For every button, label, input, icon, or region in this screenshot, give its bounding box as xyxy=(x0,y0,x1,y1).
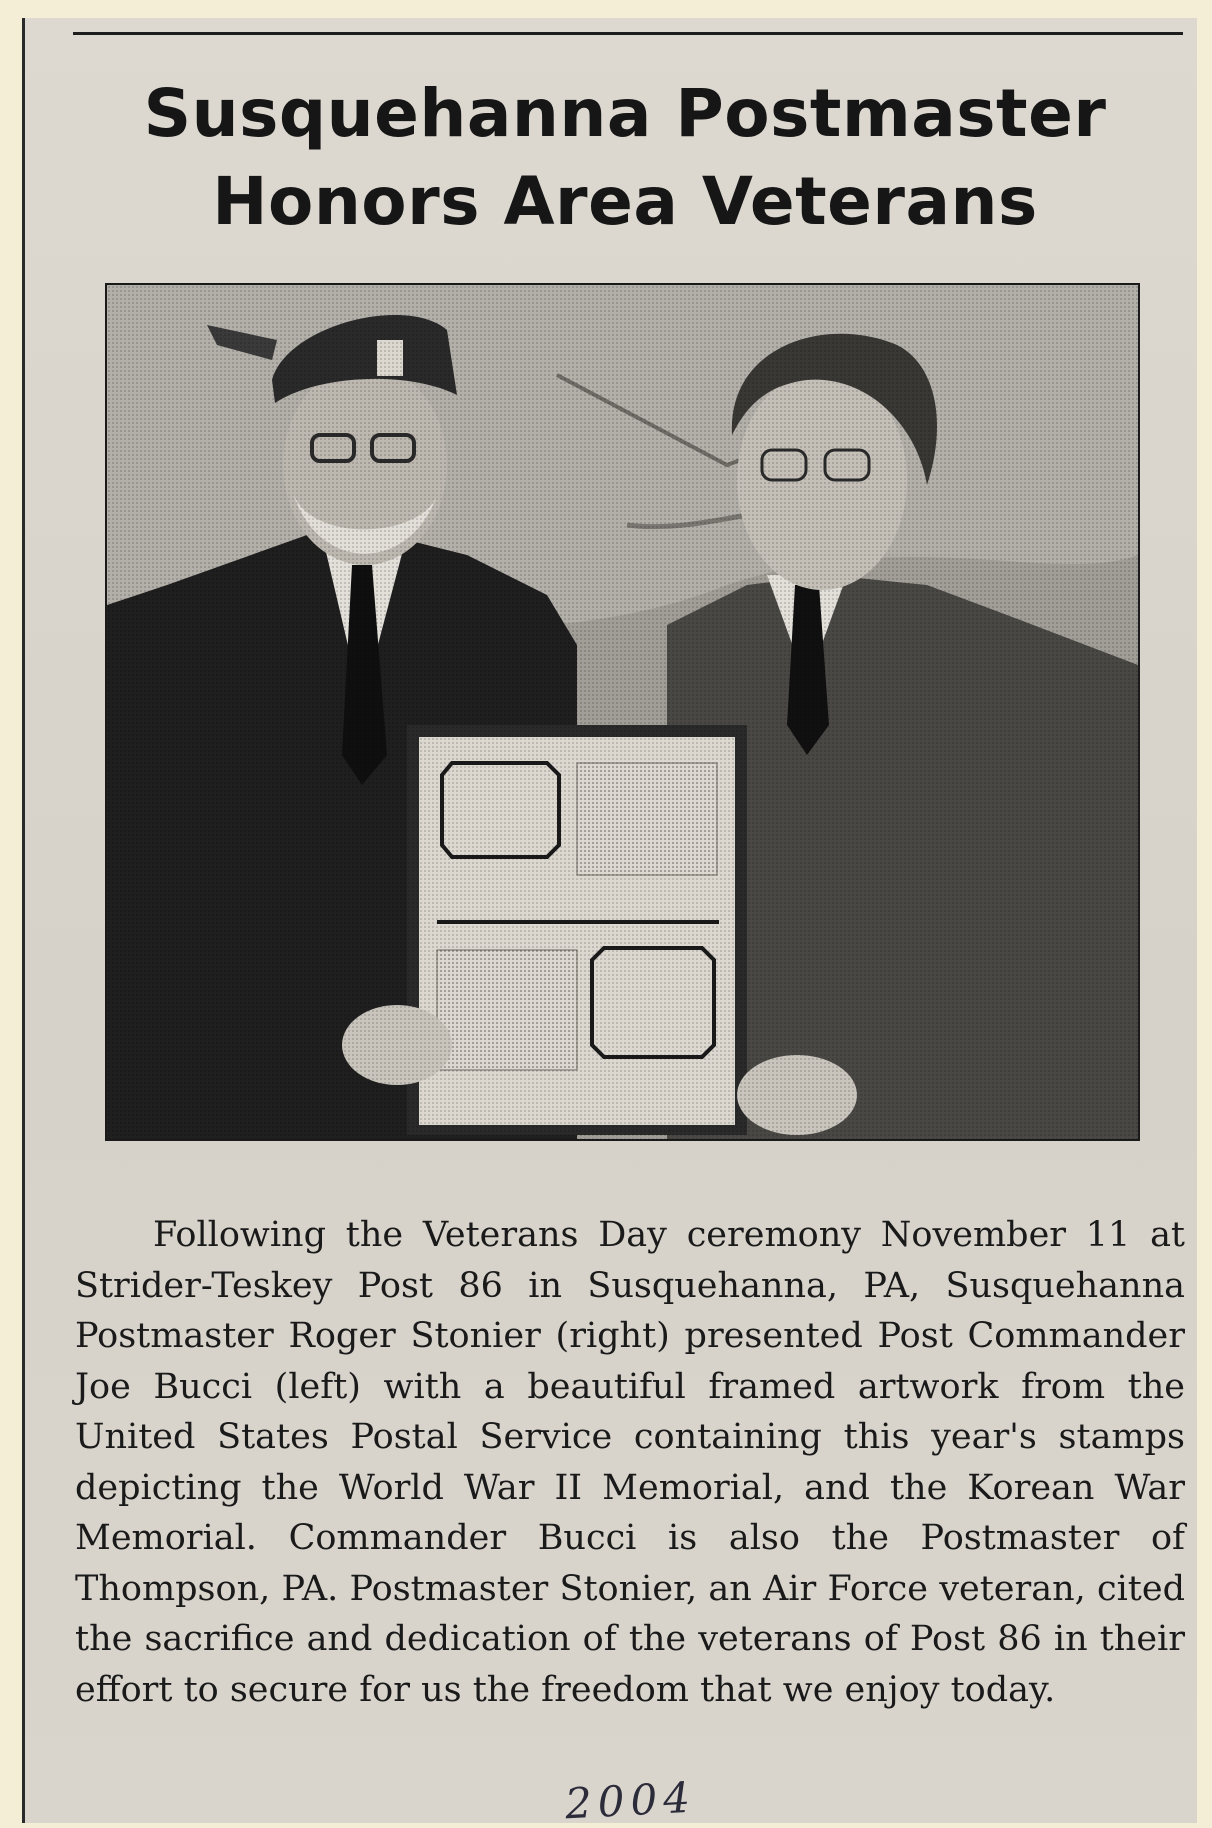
handwritten-date: 2004 xyxy=(563,1772,698,1828)
top-rule xyxy=(73,32,1183,35)
photo-caption: Following the Veterans Day ceremony November 11 at Strider-Teskey Post 86 in Susquehanna, PA, Susquehanna Postmaster Roger Stonier (right) presented Post Commander Joe Bucci (left) with a beautiful framed artwork from the United States Postal Service containing this year's stamps depicting the World War II Memorial, and the Korean War Memorial. Commander Bucci is also the Postmaster of Thompson, PA. Postmaster Stonier, an Air Force veteran, cited the sacrifice and dedication of the veterans of Post 86 in their effort to secure for us the freedom that we enjoy today. xyxy=(75,1215,1185,1710)
headline-line-1: Susquehanna Postmaster xyxy=(143,75,1107,152)
halftone-overlay xyxy=(107,285,1138,1139)
news-photo xyxy=(105,283,1140,1141)
headline xyxy=(65,70,1185,246)
newspaper-clipping xyxy=(22,18,1197,1828)
headline-line-2: Honors Area Veterans xyxy=(212,163,1038,240)
